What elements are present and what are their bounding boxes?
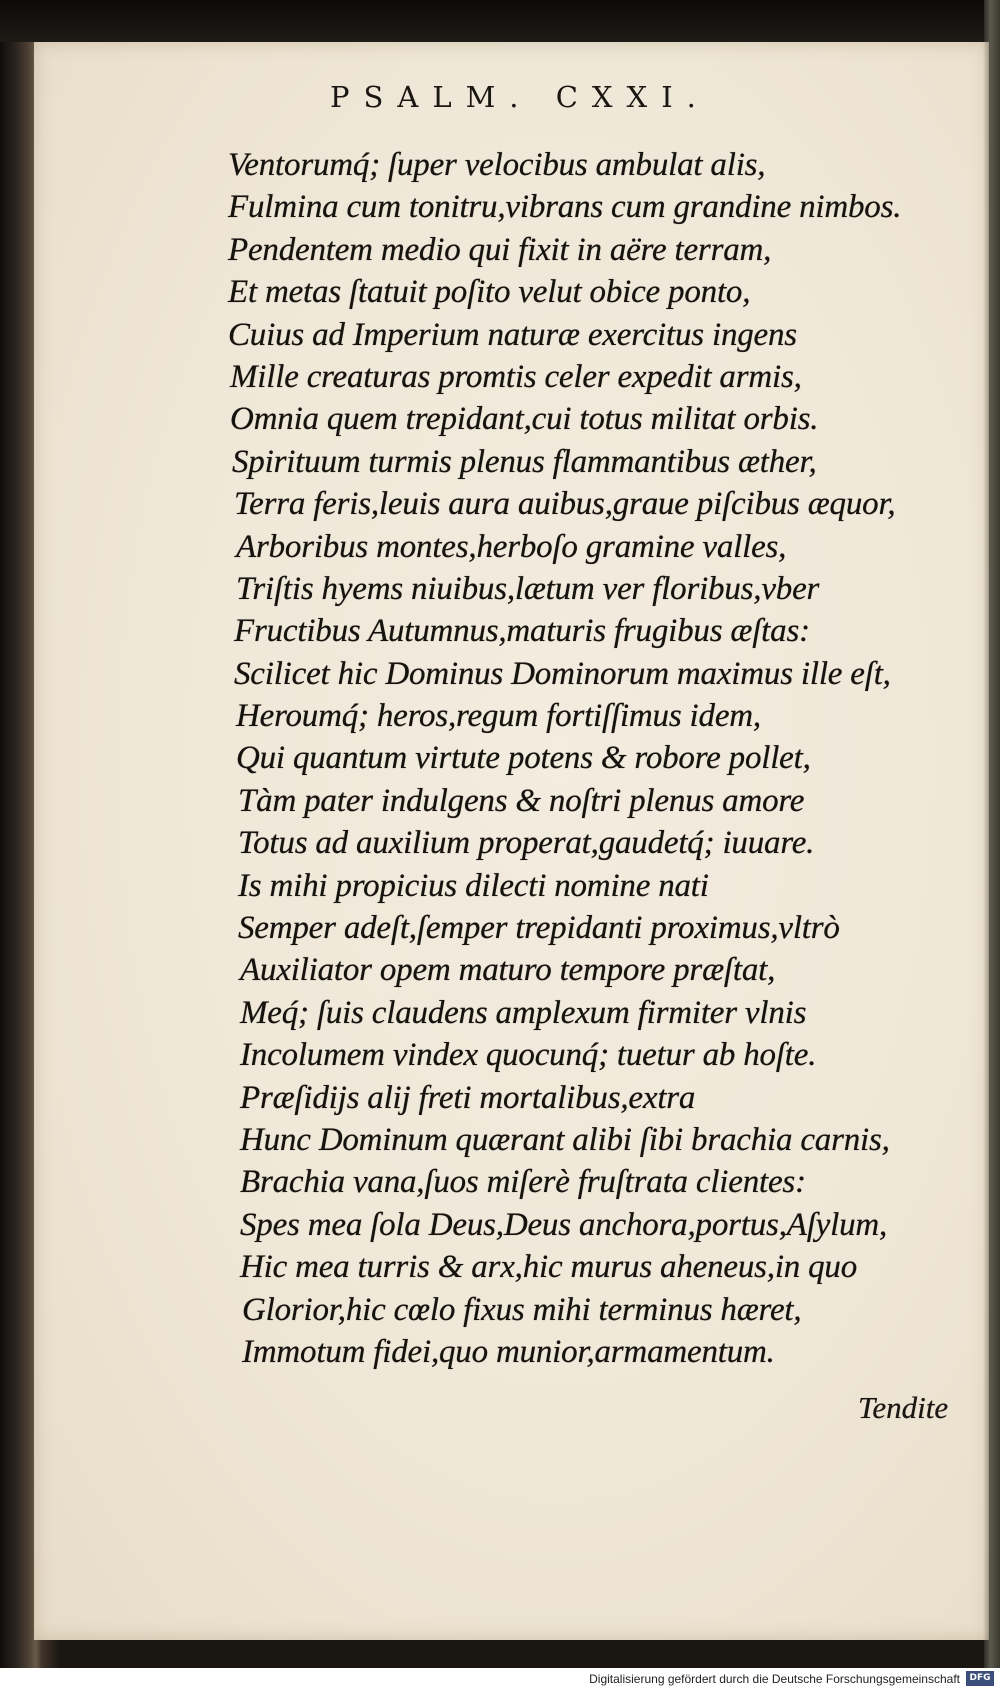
catchword: Tendite (858, 1390, 949, 1425)
dfg-logo: DFG (966, 1671, 994, 1686)
verse-line: Spirituum turmis plenus flammantibus æther, (232, 443, 817, 480)
verse-line: Præſidijs alij freti mortalibus,extra (240, 1079, 696, 1116)
verse-line: Fructibus Autumnus,maturis frugibus æſtas: (234, 613, 810, 650)
verse-line: Mille creaturas promtis celer expedit armis, (230, 358, 802, 395)
verse-line: Is mihi propicius dilecti nomine nati (238, 867, 709, 904)
verse-line: Tàm pater indulgens & noſtri plenus amore (238, 782, 805, 819)
verse-line: Triſtis hyems niuibus,lætum ver floribus,vber (236, 570, 820, 607)
verse-line: Meq́; ſuis claudens amplexum firmiter vlnis (240, 994, 807, 1031)
verse-line: Cuius ad Imperium naturæ exercitus ingens (228, 316, 797, 353)
verse-line: Terra feris,leuis aura auibus,graue piſcibus æquor, (234, 486, 896, 523)
verse-line: Fulmina cum tonitru,vibrans cum grandine nimbos. (228, 189, 902, 226)
verse-line: Scilicet hic Dominus Dominorum maximus ille eſt, (234, 655, 891, 692)
verse-line: Brachia vana,ſuos miſerè fruſtrata clientes: (240, 1164, 806, 1201)
verse-text (228, 144, 901, 1373)
verse-line: Semper adeſt,ſemper trepidanti proximus,vltrò (238, 910, 840, 947)
verse-line: Et metas ſtatuit poſito velut obice ponto, (228, 274, 751, 311)
verse-line: Qui quantum virtute potens & robore pollet, (236, 740, 811, 777)
verse-line: Spes mea ſola Deus,Deus anchora,portus,Aſylum, (240, 1206, 888, 1243)
scan-top-edge (0, 0, 1000, 42)
verse-line: Omnia quem trepidant,cui totus militat orbis. (230, 401, 819, 438)
verse-line: Glorior,hic cœlo fixus mihi terminus hæret, (242, 1291, 802, 1328)
verse-line: Immotum fidei,quo munior,armamentum. (242, 1333, 775, 1370)
verse-line: Hunc Dominum quærant alibi ſibi brachia carnis, (240, 1121, 890, 1158)
verse-line: Arboribus montes,herboſo gramine valles, (236, 528, 787, 565)
funding-credit: Digitalisierung gefördert durch die Deutsche Forschungsgemeinschaft (589, 1672, 960, 1686)
verse-line: Pendentem medio qui fixit in aëre terram, (228, 231, 772, 268)
verse-line: Auxiliator opem maturo tempore præſtat, (240, 952, 776, 989)
verse-line: Heroumq́; heros,regum fortiſſimus idem, (236, 698, 761, 735)
verse-line: Incolumem vindex quocunq́; tuetur ab hoſte. (240, 1037, 817, 1074)
verse-line: Ventorumq́; ſuper velocibus ambulat alis, (228, 147, 766, 183)
verse-line: Hic mea turris & arx,hic murus aheneus,in quo (240, 1249, 858, 1286)
footer-bar (0, 1668, 1000, 1691)
verse-line: Totus ad auxilium properat,gaudetq́; iuuare. (238, 825, 815, 862)
running-head: PSALM. CXXI. (330, 80, 710, 114)
